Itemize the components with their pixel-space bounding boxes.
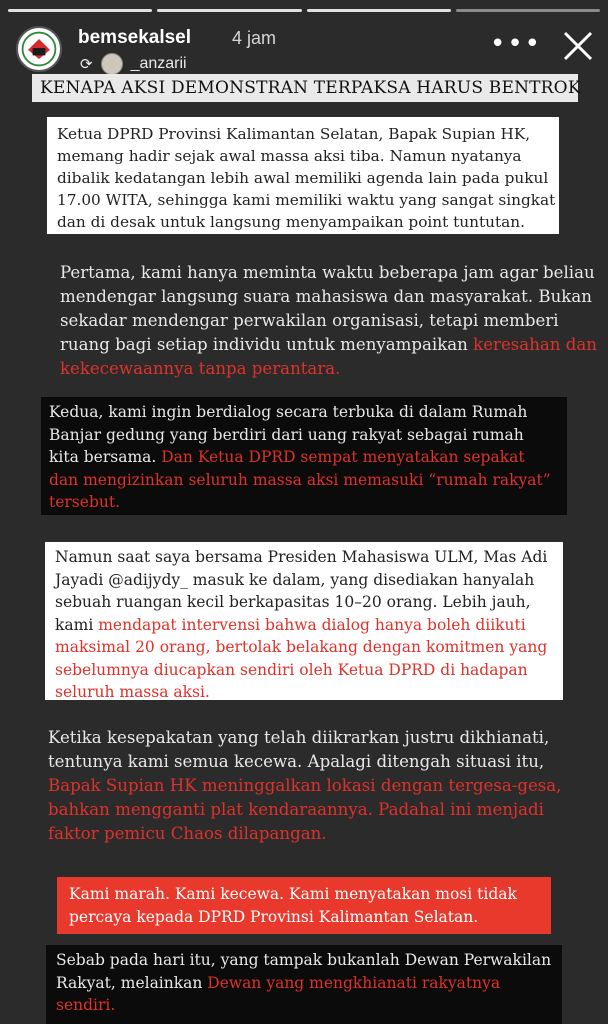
highlight-line: kekecewaannya tanpa perantara. — [60, 359, 341, 378]
paragraph-line: Jayadi @adijydy_ masuk ke dalam, yang disediakan hanyalah — [55, 570, 535, 589]
avatar-logo-icon — [18, 28, 60, 70]
highlight-line: dan mengizinkan seluruh massa aksi memasuki “rumah rakyat” — [49, 470, 551, 489]
progress-segment — [456, 9, 600, 12]
paragraph-line: Sebab pada hari itu, yang tampak bukanlah Dewan Perwakilan — [56, 951, 552, 969]
paragraph-line: dibalik kedatangan lebih awal memiliki agenda lain pada pukul — [57, 169, 549, 187]
highlight-line: sebelumnya diucapkan sendiri oleh Ketua DPRD di hadapan — [55, 660, 528, 679]
highlight-line: tersebut. — [49, 493, 120, 511]
paragraph-line: Namun saat saya bersama Presiden Mahasiswa ULM, Mas Adi — [55, 548, 548, 566]
highlight-text: Dan Ketua DPRD sempat menyatakan sepakat — [161, 448, 525, 466]
avatar[interactable] — [16, 26, 62, 72]
highlight-line: faktor pemicu Chaos dilapangan. — [48, 824, 327, 843]
post-title: KENAPA AKSI DEMONSTRAN TERPAKSA HARUS BENTROK — [40, 78, 581, 98]
highlight-text: Dewan yang mengkhianati rakyatnya — [207, 973, 501, 992]
progress-segment — [8, 9, 152, 12]
paragraph-line: 17.00 WITA, sehingga kami memiliki waktu yang sangat singkat — [57, 191, 556, 209]
repost-info[interactable] — [80, 53, 187, 75]
paragraph-block-2 — [46, 255, 597, 387]
repost-handle: _anzarii — [130, 55, 187, 72]
paragraph-line: Banjar gedung yang berdiri dari uang rakyat sebagai rumah — [49, 425, 524, 444]
highlight-line: bahkan mengganti plat kendaraannya. Padahal ini menjadi — [48, 800, 544, 819]
paragraph-line: tentunya kami semua kecewa. Apalagi ditengah situasi itu, — [48, 752, 545, 771]
highlight-text: mendapat intervensi bahwa dialog hanya boleh diikuti — [98, 615, 526, 634]
plain-text: kita bersama. — [49, 448, 162, 466]
plain-text: Rakyat, melainkan — [56, 973, 208, 992]
paragraph-line: sekadar mendengar perwakilan organisasi, tetapi memberi — [60, 311, 559, 330]
post-title-bar — [32, 74, 581, 102]
paragraph-line: Kedua, kami ingin berdialog secara terbuka di dalam Rumah — [49, 403, 528, 421]
story-header — [14, 24, 596, 76]
highlight-text: keresahan dan — [473, 335, 597, 354]
highlight-line: seluruh massa aksi. — [55, 683, 210, 701]
paragraph-line: mendengar langsung suara mahasiswa dan masyarakat. Bukan — [60, 287, 592, 306]
paragraph-line — [56, 972, 552, 995]
paragraph-line: Ketika kesepakatan yang telah diikrarkan justru dikhianati, — [48, 728, 550, 747]
plain-text: ruang bagi setiap individu untuk menyampaikan — [60, 335, 474, 354]
paragraph-line: memang hadir sejak awal massa aksi tiba. Namun nyatanya — [57, 147, 522, 165]
plain-text: kami — [55, 615, 99, 634]
repost-icon: ⟳ — [80, 55, 93, 73]
progress-segment — [307, 9, 451, 12]
highlight-line: sendiri. — [56, 996, 116, 1014]
repost-avatar — [101, 53, 123, 75]
paragraph-block-7 — [46, 945, 562, 1024]
progress-segment — [157, 9, 301, 12]
paragraph-block-5 — [38, 722, 588, 850]
banner-line: Kami marah. Kami kecewa. Kami menyatakan mosi tidak — [69, 885, 517, 903]
more-icon[interactable]: ••• — [489, 29, 542, 59]
paragraph-block-1 — [47, 117, 559, 234]
paragraph-line — [49, 446, 559, 469]
paragraph-line: Ketua DPRD Provinsi Kalimantan Selatan, Bapak Supian HK, — [57, 125, 531, 143]
paragraph-line: sebuah ruangan kecil berkapasitas 10–20 orang. Lebih jauh, — [55, 593, 531, 611]
username[interactable]: bemsekalsel — [78, 27, 192, 48]
close-icon[interactable] — [560, 28, 596, 64]
paragraph-block-3 — [41, 397, 567, 515]
paragraph-line: dan di desak untuk langsung menyampaikan point tuntutan. — [57, 213, 525, 231]
story-progress-bar — [8, 9, 600, 12]
statement-banner — [57, 877, 551, 934]
post-time: 4 jam — [232, 28, 277, 48]
paragraph-line: Pertama, kami hanya meminta waktu beberapa jam agar beliau — [60, 263, 595, 282]
highlight-line: maksimal 20 orang, bertolak belakang dengan komitmen yang — [55, 638, 548, 656]
banner-line: percaya kepada DPRD Provinsi Kalimantan Selatan. — [69, 907, 479, 926]
paragraph-line — [60, 333, 597, 357]
paragraph-line — [55, 614, 553, 637]
paragraph-block-4 — [45, 542, 563, 700]
highlight-line: Bapak Supian HK meninggalkan lokasi dengan tergesa-gesa, — [48, 776, 562, 795]
